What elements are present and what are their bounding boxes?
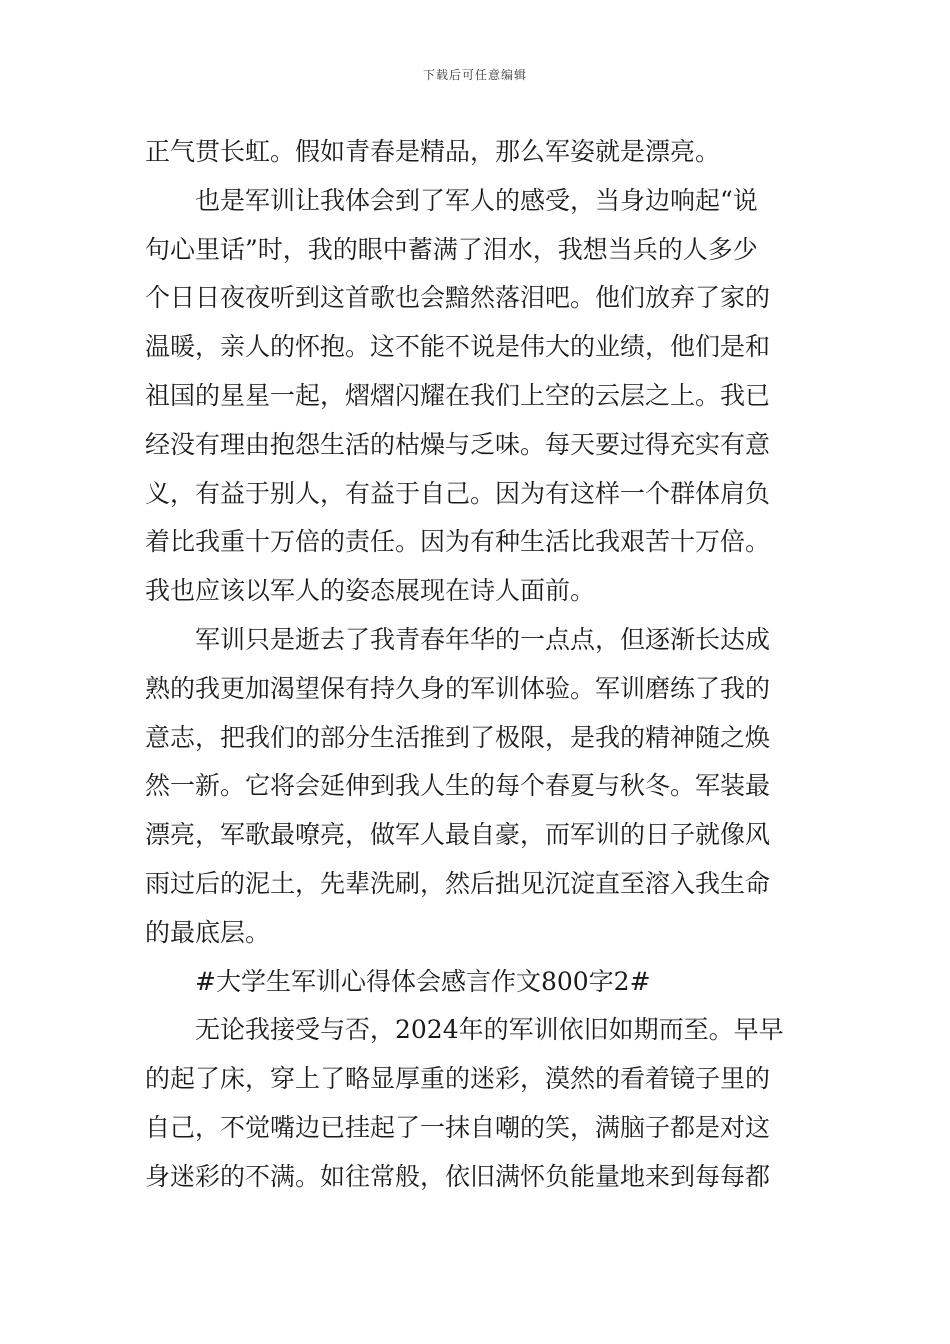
text-line: 句心里话”时，我的眼中蓄满了泪水，我想当兵的人多少 [145, 234, 758, 264]
text-line: 正气贯长虹。假如青春是精品，那么军姿就是漂亮。 [145, 137, 721, 166]
text-line: 经没有理由抱怨生活的枯燥与乏味。每天要过得充实有意 [145, 429, 771, 459]
text-line: 漂亮，军歌最嘹亮，做军人最自豪，而军训的日子就像风 [145, 820, 771, 850]
text-line: 的最底层。 [145, 917, 271, 947]
text-line: 自己，不觉嘴边已挂起了一抹自嘲的笑，满脑子都是对这 [145, 1112, 771, 1142]
text-line: 身迷彩的不满。如往常般，依旧满怀负能量地来到每每都 [145, 1161, 771, 1191]
text-line: 祖国的星星一起，熠熠闪耀在我们上空的云层之上。我已 [145, 380, 771, 410]
text-line: 个日日夜夜听到这首歌也会黯然落泪吧。他们放弃了家的 [145, 283, 771, 313]
text-line: 雨过后的泥土，先辈洗刷，然后拙见沉淀直至溶入我生命 [145, 868, 771, 898]
document-body [145, 128, 807, 1202]
text-line: 着比我重十万倍的责任。因为有种生活比我艰苦十万倍。 [145, 527, 771, 557]
text-line: 的起了床，穿上了略显厚重的迷彩，漠然的看着镜子里的 [145, 1064, 771, 1094]
text-line: 无论我接受与否，2024年的军训依旧如期而至。早早 [195, 1015, 784, 1045]
text-line: 熟的我更加渴望保有持久身的军训体验。军训磨练了我的 [145, 673, 771, 703]
text-line: 义，有益于别人，有益于自己。因为有这样一个群体肩负 [145, 478, 771, 508]
text-line: 意志，把我们的部分生活推到了极限，是我的精神随之焕 [145, 722, 771, 752]
text-line: 也是军训让我体会到了军人的感受，当身边响起“说 [195, 185, 758, 215]
text-line: 然一新。它将会延伸到我人生的每个春夏与秋冬。军装最 [145, 771, 771, 801]
text-line: 我也应该以军人的姿态展现在诗人面前。 [145, 576, 596, 606]
text-line: 温暖，亲人的怀抱。这不能不说是伟大的业绩，他们是和 [145, 332, 771, 362]
text-line: 军训只是逝去了我青春年华的一点点，但逐渐长达成 [195, 624, 771, 654]
section-heading: #大学生军训心得体会感言作文800字2# [195, 966, 651, 996]
page-header: 下载后可任意编辑 [422, 68, 527, 82]
